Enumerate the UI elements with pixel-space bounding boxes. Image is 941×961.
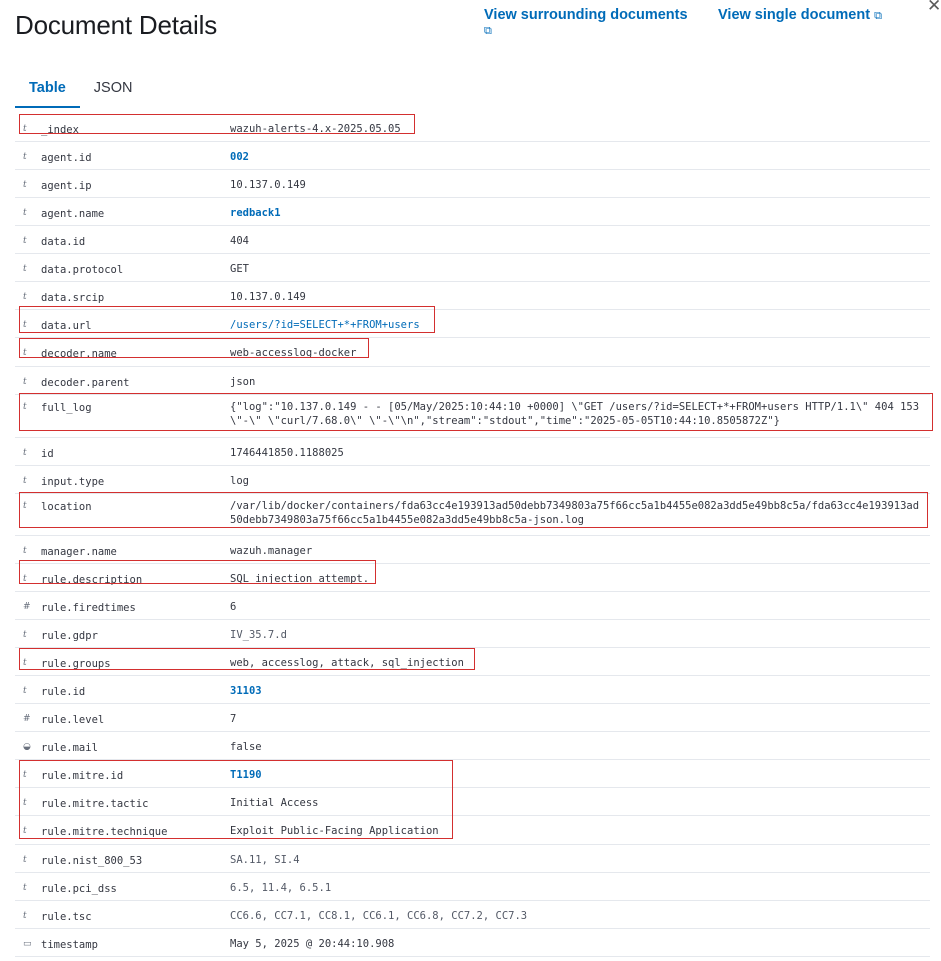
field-type-icon: t bbox=[23, 320, 27, 330]
field-type-icon: t bbox=[23, 208, 27, 218]
field-type-icon: t bbox=[23, 448, 27, 458]
field-name: rule.mitre.technique bbox=[41, 826, 168, 838]
table-row bbox=[15, 142, 930, 170]
field-type-icon: t bbox=[23, 264, 27, 274]
field-name: rule.firedtimes bbox=[41, 602, 136, 614]
table-row bbox=[15, 170, 930, 198]
field-value: 404 bbox=[230, 235, 249, 247]
field-name: agent.id bbox=[41, 152, 92, 164]
field-name: location bbox=[41, 501, 92, 513]
table-row bbox=[15, 367, 930, 395]
field-name: agent.ip bbox=[41, 180, 92, 192]
field-type-icon: ▭ bbox=[23, 939, 32, 949]
field-name: data.protocol bbox=[41, 264, 124, 276]
table-row bbox=[15, 536, 930, 564]
field-value: /var/lib/docker/containers/fda63cc4e193913ad50debb7349803a75f66cc5a1b4455e082a3dd5e49bb8c5a/fda63cc4e193913ad50debb7349803a75f66cc5a1b4455e082a3dd5e49bb8c5a-json.log bbox=[230, 500, 920, 526]
field-name: decoder.parent bbox=[41, 377, 130, 389]
table-row bbox=[15, 338, 930, 367]
field-type-icon: t bbox=[23, 402, 27, 412]
field-type-icon: t bbox=[23, 658, 27, 668]
field-value: 1746441850.1188025 bbox=[230, 447, 344, 459]
field-name: full_log bbox=[41, 402, 92, 414]
field-value: 6 bbox=[230, 601, 237, 613]
field-type-icon: t bbox=[23, 124, 27, 134]
field-value: May 5, 2025 @ 20:44:10.908 bbox=[230, 938, 395, 950]
field-value: SA.11, SI.4 bbox=[230, 854, 300, 866]
external-link-icon: ⧉ bbox=[484, 25, 492, 37]
field-name: data.srcip bbox=[41, 292, 105, 304]
table-row bbox=[15, 929, 930, 957]
field-value: GET bbox=[230, 263, 249, 275]
field-value: 10.137.0.149 bbox=[230, 291, 306, 303]
table-row bbox=[15, 254, 930, 282]
field-type-icon: t bbox=[23, 348, 27, 358]
table-row bbox=[15, 620, 930, 648]
field-type-icon: t bbox=[23, 798, 27, 808]
field-name: rule.mail bbox=[41, 742, 98, 754]
view-single-document-link[interactable] bbox=[718, 8, 882, 24]
field-name: rule.mitre.id bbox=[41, 770, 124, 782]
table-row bbox=[15, 816, 930, 845]
field-type-icon: t bbox=[23, 377, 27, 387]
field-name: rule.mitre.tactic bbox=[41, 798, 149, 810]
field-value: 6.5, 11.4, 6.5.1 bbox=[230, 882, 332, 894]
field-value: SQL injection attempt. bbox=[230, 573, 370, 585]
field-name: decoder.name bbox=[41, 348, 117, 360]
field-type-icon: t bbox=[23, 855, 27, 865]
field-type-icon: t bbox=[23, 152, 27, 162]
field-type-icon: # bbox=[23, 602, 31, 612]
field-name: rule.nist_800_53 bbox=[41, 855, 143, 867]
field-type-icon: t bbox=[23, 292, 27, 302]
table-row bbox=[15, 788, 930, 816]
field-type-icon: t bbox=[23, 236, 27, 246]
field-type-icon: t bbox=[23, 883, 27, 893]
field-name: id bbox=[41, 448, 54, 460]
external-link-icon: ⧉ bbox=[874, 10, 882, 22]
table-row bbox=[15, 704, 930, 732]
field-value: json bbox=[230, 376, 256, 388]
field-name: input.type bbox=[41, 476, 105, 488]
field-value[interactable]: T1190 bbox=[230, 769, 262, 781]
field-value[interactable]: 002 bbox=[230, 151, 249, 163]
field-value: CC6.6, CC7.1, CC8.1, CC6.1, CC6.8, CC7.2, CC7.3 bbox=[230, 910, 528, 922]
field-value: IV_35.7.d bbox=[230, 629, 287, 641]
table-row bbox=[15, 901, 930, 929]
view-surrounding-documents-label: View surrounding documents bbox=[484, 7, 688, 23]
field-name: data.id bbox=[41, 236, 86, 248]
field-value[interactable]: 31103 bbox=[230, 685, 262, 697]
table-row bbox=[15, 226, 930, 254]
field-value: log bbox=[230, 475, 249, 487]
field-type-icon: t bbox=[23, 826, 27, 836]
field-name: rule.description bbox=[41, 574, 143, 586]
table-row bbox=[15, 873, 930, 901]
field-type-icon: t bbox=[23, 546, 27, 556]
field-type-icon: # bbox=[23, 714, 31, 724]
field-type-icon: t bbox=[23, 476, 27, 486]
table-row bbox=[15, 310, 930, 338]
field-name: rule.tsc bbox=[41, 911, 92, 923]
field-type-icon: t bbox=[23, 501, 27, 511]
field-value: web-accesslog-docker bbox=[230, 347, 357, 359]
table-row bbox=[15, 438, 930, 466]
field-value: wazuh.manager bbox=[230, 545, 313, 557]
field-type-icon: t bbox=[23, 911, 27, 921]
table-row bbox=[15, 648, 930, 676]
field-type-icon: t bbox=[23, 180, 27, 190]
table-row bbox=[15, 732, 930, 760]
field-type-icon: t bbox=[23, 686, 27, 696]
field-name: timestamp bbox=[41, 939, 98, 951]
field-type-icon: ◒ bbox=[23, 742, 31, 752]
table-row bbox=[15, 114, 930, 142]
table-row bbox=[15, 282, 930, 310]
field-type-icon: t bbox=[23, 630, 27, 640]
table-row bbox=[15, 592, 930, 620]
table-row bbox=[15, 676, 930, 704]
field-name: rule.id bbox=[41, 686, 86, 698]
field-value[interactable]: redback1 bbox=[230, 207, 281, 219]
view-single-document-label: View single document bbox=[718, 7, 871, 23]
field-name: agent.name bbox=[41, 208, 105, 220]
field-name: rule.level bbox=[41, 714, 105, 726]
table-row bbox=[15, 494, 930, 536]
table-row bbox=[15, 466, 930, 494]
field-name: data.url bbox=[41, 320, 92, 332]
table-row bbox=[15, 564, 930, 592]
field-value: wazuh-alerts-4.x-2025.05.05 bbox=[230, 123, 401, 135]
table-row bbox=[15, 395, 930, 438]
table-row bbox=[15, 198, 930, 226]
field-name: rule.groups bbox=[41, 658, 111, 670]
field-name: rule.pci_dss bbox=[41, 883, 117, 895]
table-row bbox=[15, 845, 930, 873]
field-name: rule.gdpr bbox=[41, 630, 98, 642]
close-icon[interactable]: ✕ bbox=[927, 0, 941, 15]
field-name: manager.name bbox=[41, 546, 117, 558]
field-value[interactable]: /users/?id=SELECT+*+FROM+users bbox=[230, 319, 420, 331]
table-row bbox=[15, 760, 930, 788]
field-value: Exploit Public-Facing Application bbox=[230, 825, 439, 837]
field-name: _index bbox=[41, 124, 79, 136]
field-value: false bbox=[230, 741, 262, 753]
field-type-icon: t bbox=[23, 574, 27, 584]
page-title: Document Details bbox=[15, 10, 217, 40]
field-type-icon: t bbox=[23, 770, 27, 780]
field-value: 7 bbox=[230, 713, 237, 725]
field-value: Initial Access bbox=[230, 797, 319, 809]
field-value: {"log":"10.137.0.149 - - [05/May/2025:10:44:10 +0000] \"GET /users/?id=SELECT+*+FROM+users HTTP/1.1\" 404 153 \"-\" \"curl/7.68.0\" \"-\"\n","stream":"stdout","time":"2025-05-05T10:44:10.8505872Z"} bbox=[230, 401, 920, 427]
tab-json[interactable]: JSON bbox=[93, 80, 133, 96]
field-value: web, accesslog, attack, sql_injection bbox=[230, 657, 464, 669]
field-value: 10.137.0.149 bbox=[230, 179, 306, 191]
view-surrounding-documents-link[interactable] bbox=[484, 8, 699, 39]
tab-bar bbox=[15, 72, 146, 108]
tab-table[interactable]: Table bbox=[15, 72, 80, 108]
